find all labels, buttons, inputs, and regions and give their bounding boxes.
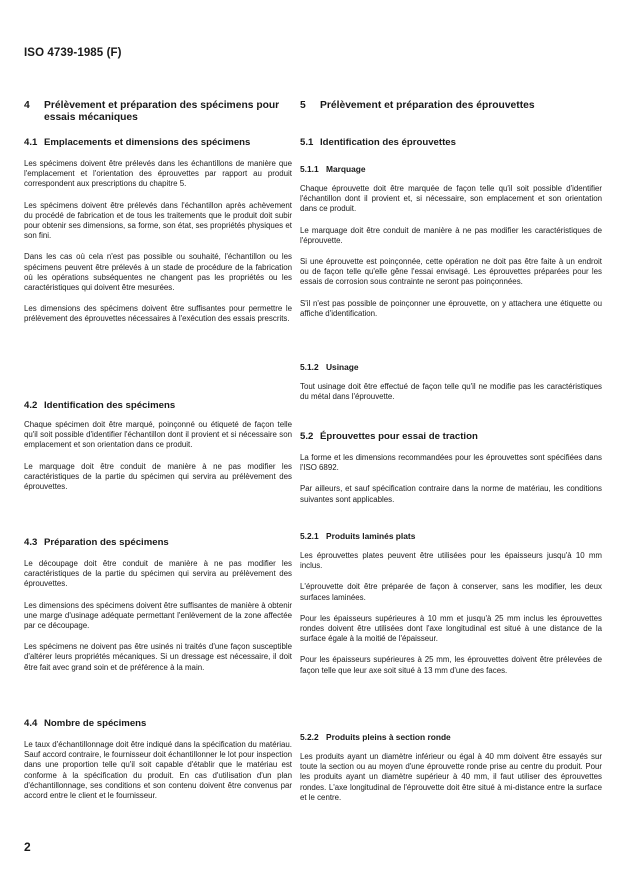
paragraph: Le marquage doit être conduit de manière à ne pas modifier les caractéristiques de l'éprouvette. [300, 225, 602, 245]
section-4-3-heading: 4.3 Préparation des spécimens [24, 537, 169, 548]
section-5-2-1-heading: 5.2.1 Produits laminés plats [300, 531, 416, 541]
paragraph: Les éprouvettes plates peuvent être utilisées pour les épaisseurs jusqu'à 10 mm inclus. [300, 551, 602, 571]
paragraph: S'il n'est pas possible de poinçonner une éprouvette, on y attachera une étiquette ou affiche d'identification. [300, 298, 602, 318]
paragraph: Les spécimens doivent être prélevés dans les échantillons de manière que l'emplacement et l'orientation des éprouvettes par rapport au produit correspondent aux prescriptions du chapitre 5. [24, 159, 292, 189]
document-id: ISO 4739-1985 (F) [24, 47, 122, 59]
section-5-2-2-heading: 5.2.2 Produits pleins à section ronde [300, 732, 451, 742]
section-4-1-heading: 4.1 Emplacements et dimensions des spécimens [24, 137, 251, 148]
section-4-2 [24, 400, 292, 492]
paragraph: La forme et les dimensions recommandées pour les éprouvettes sont spécifiées dans l'ISO 6892. [300, 453, 602, 473]
section-4-2-heading: 4.2 Identification des spécimens [24, 400, 176, 411]
section-5-1 [300, 137, 602, 148]
paragraph: Pour les épaisseurs supérieures à 25 mm, les éprouvettes doivent être prélevées de façon telle que leur axe soit situé à 13 mm d'une des faces. [300, 655, 602, 675]
section-5-2-1 [300, 531, 602, 676]
paragraph: Le marquage doit être conduit de manière à ne pas modifier les caractéristiques de la partie du spécimen qui servira au prélèvement des éprouvettes. [24, 461, 292, 492]
paragraph: Si une éprouvette est poinçonnée, cette opération ne doit pas être faite à un endroit ou de façon telle qu'elle gêne l'essai envisagé. Les éprouvettes préparées pour les essais de corrosion sous contrainte ne seront pas poinçonnées. [300, 257, 602, 287]
page-number: 2 [24, 840, 31, 854]
paragraph: Chaque spécimen doit être marqué, poinçonné ou étiqueté de façon telle qu'il soit possible d'identifier l'échantillon dont il provient et si nécessaire son emplacement et son orientation dans ce produit. [24, 420, 292, 450]
section-5-1-2 [300, 362, 602, 402]
paragraph: Les produits ayant un diamètre inférieur ou égal à 40 mm doivent être essayés sur toute la section ou au moyen d'une éprouvette ronde prise au centre du produit. Pour les produits ayant un diamètre supérieur à 40 mm, il faut utiliser des éprouvettes rondes. L'axe longitudinal de l'éprouvette doit être situé à mi-distance entre la surface et le centre. [300, 752, 602, 802]
section-5 [300, 100, 602, 112]
paragraph: Les dimensions des spécimens doivent être suffisantes de manière à obtenir une marge d'usinage adéquate permettant l'enlèvement de la zone affectée par ce découpage. [24, 600, 292, 631]
section-4-heading: 4 Prélèvement et préparation des spécimens pour essais mécaniques [24, 100, 280, 123]
section-4-3 [24, 537, 292, 673]
paragraph: Tout usinage doit être effectué de façon telle qu'il ne modifie pas les caractéristiques du métal dans l'éprouvette. [300, 382, 602, 402]
section-5-1-heading: 5.1 Identification des éprouvettes [300, 137, 456, 148]
paragraph: Chaque éprouvette doit être marquée de façon telle qu'il soit possible d'identifier l'échantillon dont il provient et, si nécessaire, son emplacement et son orientation dans ce produit. [300, 184, 602, 214]
paragraph: Le taux d'échantillonnage doit être indiqué dans la spécification du matériau. Sauf accord contraire, le fournisseur doit échantillonner le lot pour inspection dans une proportion telle qu'il soit capable d'établir que le matériau est conforme à la spécification du produit. En cas d'utilisation d'un plan d'échantillonnage, ses conditions et son contenu doivent être convenus par accord entre le client et le fournisseur. [24, 740, 292, 801]
section-4 [24, 100, 292, 123]
paragraph: Dans les cas où cela n'est pas possible ou souhaité, l'échantillon ou les spécimens peuvent être prélevés à un stade de procédure de la fabrication où les opérations subséquentes ne changent pas les propriétés ou les caractéristiques qui doivent être mesurées. [24, 252, 292, 293]
section-4-4-heading: 4.4 Nombre de spécimens [24, 718, 147, 729]
paragraph: Les spécimens ne doivent pas être usinés ni traités d'une façon susceptible d'altérer leurs propriétés mécaniques. Si un dressage est nécessaire, il doit être fait avec grand soin et de préférence à la main. [24, 642, 292, 672]
section-5-2-heading: 5.2 Éprouvettes pour essai de traction [300, 431, 478, 442]
paragraph: Le découpage doit être conduit de manière à ne pas modifier les caractéristiques de la partie du spécimen qui servira au prélèvement des éprouvettes. [24, 559, 292, 589]
paragraph: Les dimensions des spécimens doivent être suffisantes pour permettre le prélèvement des éprouvettes nécessaires à l'exécution des essais prescrits. [24, 304, 292, 324]
section-5-heading: 5 Prélèvement et préparation des éprouvettes [300, 100, 535, 111]
paragraph: L'éprouvette doit être préparée de façon à conserver, sans les modifier, les deux surfaces laminées. [300, 582, 602, 602]
paragraph: Les spécimens doivent être prélevés dans l'échantillon après achèvement du procédé de fabrication et de tous les traitements que le produit doit subir pour obtenir ses dimensions, sa forme, son état, ses propriétés physiques et son fini. [24, 200, 292, 241]
section-5-1-2-heading: 5.1.2 Usinage [300, 362, 359, 372]
section-5-2 [300, 431, 602, 505]
section-4-1 [24, 137, 292, 325]
section-5-1-1 [300, 164, 602, 319]
paragraph: Par ailleurs, et sauf spécification contraire dans la norme de matériau, les conditions suivantes sont applicables. [300, 484, 602, 504]
section-5-2-2 [300, 732, 602, 803]
paragraph: Pour les épaisseurs supérieures à 10 mm et jusqu'à 25 mm inclus les éprouvettes rondes doivent être utilisées dont l'axe longitudinal est situé à une distance de la surface égale à la moitié de l'épaisseur. [300, 613, 602, 644]
section-5-1-1-heading: 5.1.1 Marquage [300, 164, 366, 174]
section-4-4 [24, 718, 292, 801]
